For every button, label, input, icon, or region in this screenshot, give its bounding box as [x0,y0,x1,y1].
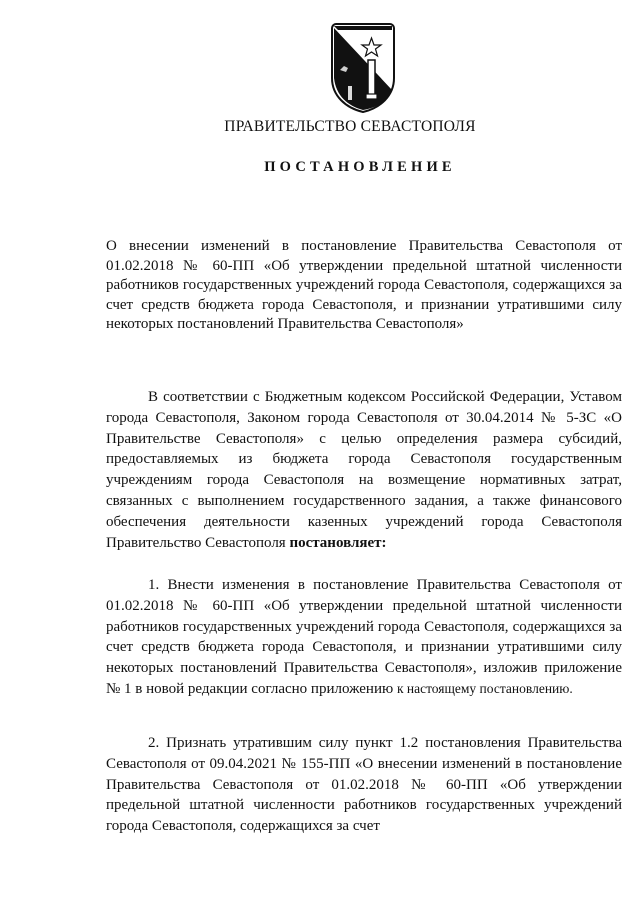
decree-word: постановляет: [289,534,387,551]
decree-subject: О внесении изменений в постановление Правительства Севастополя от 01.02.2018 № 60-ПП «Об утверждении предельной штатной численности работников государственных учреждений города Севастополя, содержащихся за счет средств бюджета города Севастополя, и признании утратившими силу некоторых постановлений Правительства Севастополя» [106,238,622,333]
sevastopol-coat-of-arms-icon [324,20,402,115]
preamble-text: В соответствии с Бюджетным кодексом Российской Федерации, Уставом города Севастополя, Законом города Севастополя от 30.04.2014 № 5-ЗС «О Правительстве Севастополя» с целью определения размера субсидий, предоставляемых из бюджета города Севастополя государственным учреждениям города Севастополя на возмещение нормативных затрат, связанных с выполнением государственного задания, а также финансового обеспечения деятельности казенных учреждений города Севастополя Правительство Севастополя [106,389,622,551]
preamble-paragraph [106,387,622,553]
document-type-title: ПОСТАНОВЛЕНИЕ [264,159,456,175]
item-1-paragraph [106,575,622,700]
item-1-text: 1. Внести изменения в постановление Правительства Севастополя от 01.02.2018 № 60-ПП «Об утверждении предельной штатной численности работников государственных учреждений города Севастополя, содержащихся за счет средств бюджета города Севастополя, и признании утратившими силу некоторых постановлений Правительства Севастополя», изложив приложение № 1 в новой редакции согласно приложению [106,577,622,697]
item-2-paragraph [106,733,622,837]
item-1-tail: к настоящему постановлению. [396,680,573,696]
government-name: ПРАВИТЕЛЬСТВО СЕВАСТОПОЛЯ [224,118,476,135]
item-2-text: 2. Признать утратившим силу пункт 1.2 постановления Правительства Севастополя от 09.04.2021 № 155-ПП «О внесении изменений в постановление Правительства Севастополя от 01.02.2018 № 60-ПП «Об утверждении предельной штатной численности работников государственных учреждений города Севастополя, содержащихся за счет [106,735,622,835]
